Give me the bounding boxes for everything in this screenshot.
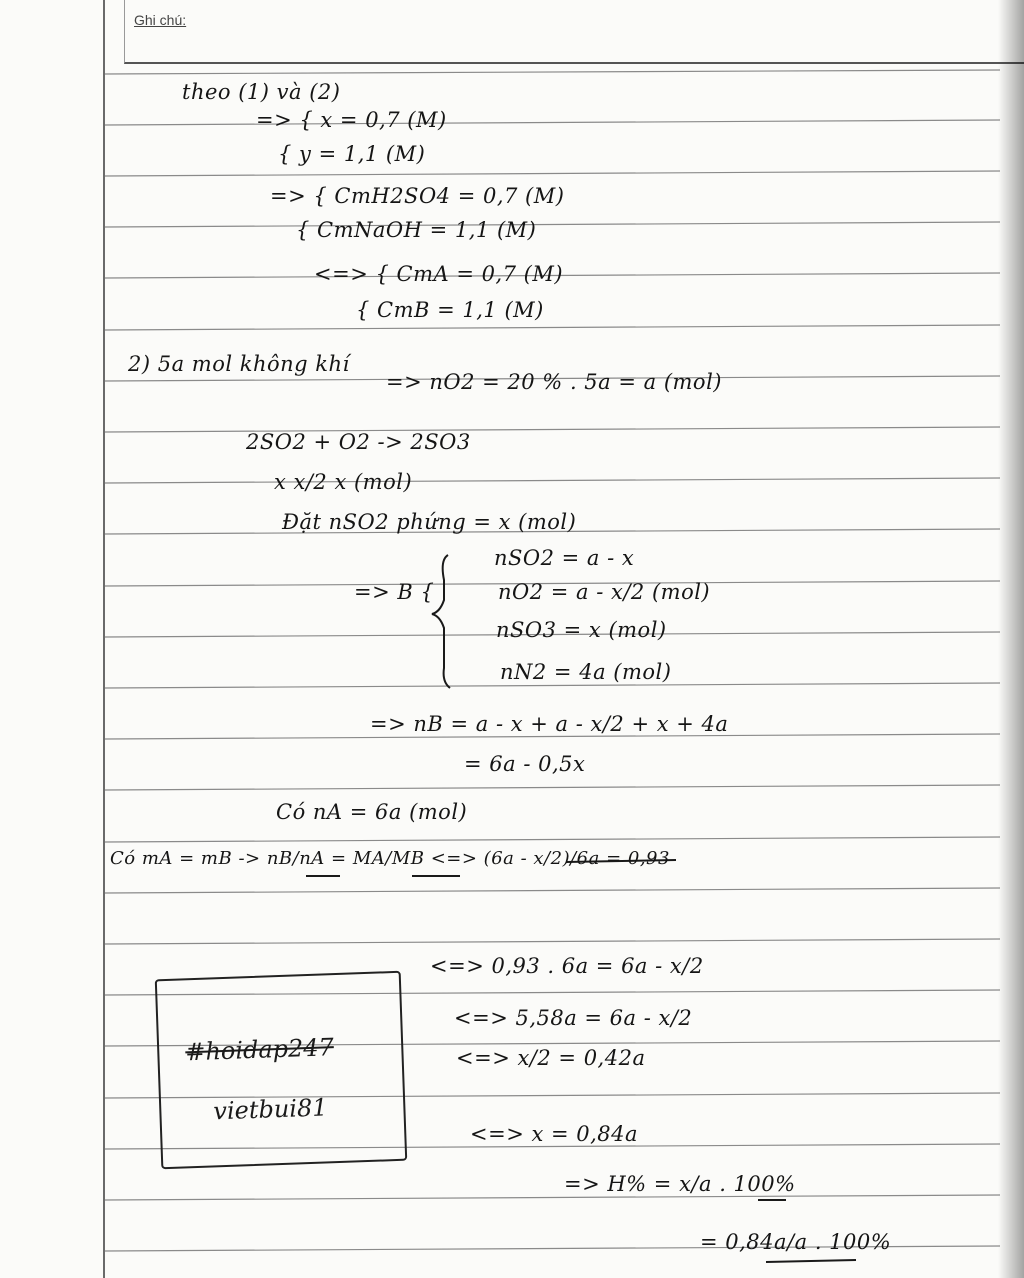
note-line: <=> 5,58a = 6a - x/2	[454, 1006, 693, 1030]
note-line: => nO2 = 20 % . 5a = a (mol)	[386, 370, 722, 394]
note-line: Có mA = mB -> nB/nA = MA/MB <=> (6a - x/2)/6a = 0,93	[110, 848, 670, 869]
note-line: => { CmH2SO4 = 0,7 (M)	[270, 184, 565, 208]
note-line: <=> x = 0,84a	[470, 1122, 639, 1146]
note-line: => nB = a - x + a - x/2 + x + 4a	[370, 712, 729, 736]
watermark-line-2: vietbui81	[212, 1093, 328, 1126]
note-line: { y = 1,1 (M)	[278, 142, 426, 166]
note-line: nSO2 = a - x	[494, 546, 635, 570]
note-line: <=> x/2 = 0,42a	[456, 1046, 646, 1070]
note-line: nSO3 = x (mol)	[496, 618, 667, 642]
note-line: = 0,84a/a . 100%	[700, 1230, 892, 1254]
note-line: => { x = 0,7 (M)	[256, 108, 447, 132]
note-line: => B {	[354, 580, 435, 604]
note-line: theo (1) và (2)	[182, 80, 341, 104]
header-box	[124, 0, 1024, 64]
note-line: => H% = x/a . 100%	[564, 1172, 796, 1196]
watermark-line-1: #hoidap247	[184, 1033, 335, 1067]
note-line: nN2 = 4a (mol)	[500, 660, 672, 684]
watermark-box	[155, 971, 407, 1169]
note-line: 2SO2 + O2 -> 2SO3	[246, 430, 471, 454]
note-line: Có nA = 6a (mol)	[276, 800, 468, 824]
note-line: x x/2 x (mol)	[274, 470, 413, 494]
note-line: { CmB = 1,1 (M)	[356, 298, 544, 322]
header-label: Ghi chú:	[134, 12, 187, 28]
note-line: 2) 5a mol không khí	[128, 352, 350, 376]
note-line: <=> { CmA = 0,7 (M)	[314, 262, 564, 286]
note-line: = 6a - 0,5x	[464, 752, 586, 776]
page-edge-shadow	[998, 0, 1024, 1278]
note-line: Đặt nSO2 phứng = x (mol)	[282, 510, 577, 534]
note-line: nO2 = a - x/2 (mol)	[498, 580, 711, 604]
note-line: { CmNaOH = 1,1 (M)	[296, 218, 537, 242]
margin-line	[103, 0, 105, 1278]
note-line: <=> 0,93 . 6a = 6a - x/2	[430, 954, 704, 978]
